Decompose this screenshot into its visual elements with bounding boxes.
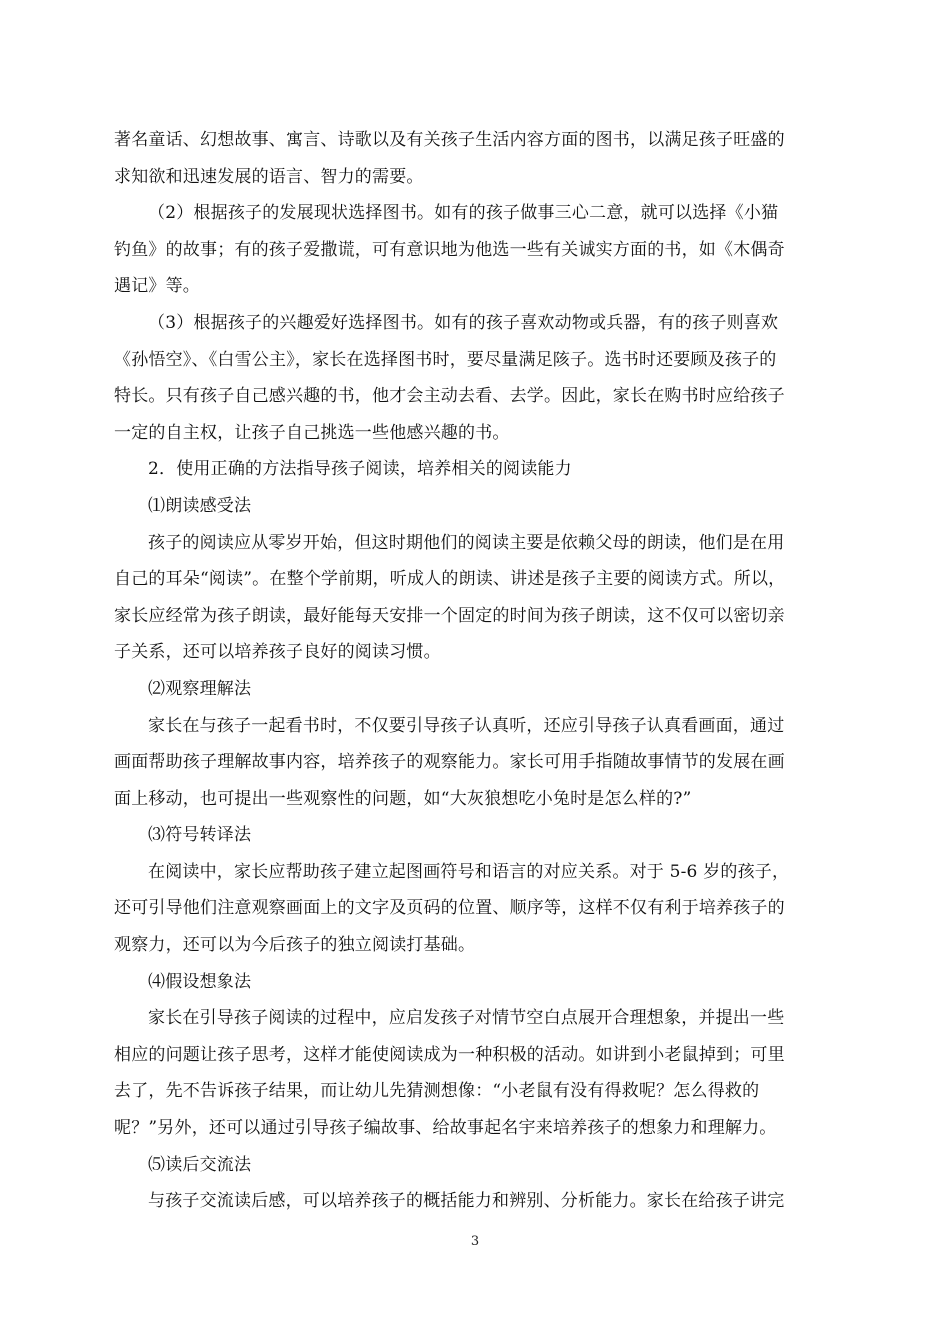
- text-line: 特长。只有孩子自己感兴趣的书，他才会主动去看、去学。因此，家长在购书时应给孩子: [114, 386, 785, 407]
- text-line: 著名童话、幻想故事、寓言、诗歌以及有关孩子生活内容方面的图书，以满足孩子旺盛的: [114, 130, 785, 150]
- text-line: ⑶符号转译法: [148, 825, 252, 846]
- text-line: 面上移动，也可提出一些观察性的问题，如“大灰狼想吃小兔时是怎么样的?”: [114, 788, 692, 809]
- text-line: 还可引导他们注意观察画面上的文字及页码的位置、顺序等，这样不仅有利于培养孩子的: [114, 898, 785, 919]
- text-line: 家长应经常为孩子朗读，最好能每天安排一个固定的时间为孩子朗读，这不仅可以密切亲: [114, 605, 785, 626]
- text-line: ⑸读后交流法: [148, 1154, 252, 1175]
- text-line: 子关系，还可以培养孩子良好的阅读习惯。: [114, 642, 441, 663]
- text-line: 遇记》等。: [114, 276, 200, 297]
- text-line: （3）根据孩子的兴趣爱好选择图书。如有的孩子喜欢动物或兵器，有的孩子则喜欢: [148, 312, 779, 333]
- text-line: （2）根据孩子的发展现状选择图书。如有的孩子做事三心二意，就可以选择《小猫: [148, 203, 779, 224]
- text-line: 孩子的阅读应从零岁开始，但这时期他们的阅读主要是依赖父母的朗读，他们是在用: [148, 532, 785, 553]
- page-number: 3: [470, 1234, 480, 1249]
- text-line: 钓鱼》的故事；有的孩子爱撒谎，可有意识地为他选一些有关诚实方面的书，如《木偶奇: [114, 239, 785, 260]
- text-line: 去了，先不告诉孩子结果，而让幼儿先猜测想像：“小老鼠有没有得救呢？怎么得救的: [114, 1081, 760, 1102]
- text-line: ⑵观察理解法: [148, 678, 252, 699]
- text-line: ⑴朗读感受法: [148, 495, 252, 516]
- text-line: 与孩子交流读后感，可以培养孩子的概括能力和辨别、分析能力。家长在给孩子讲完: [148, 1191, 785, 1212]
- text-line: 家长在与孩子一起看书时，不仅要引导孩子认真听，还应引导孩子认真看画面，通过: [148, 715, 785, 736]
- text-line: 《孙悟空》、《白雪公主》，家长在选择图书时，要尽量满足陔子。选书时还要顾及孩子的: [114, 349, 777, 370]
- text-line: 自己的耳朵“阅读”。在整个学前期，听成人的朗读、讲述是孩子主要的阅读方式。所以，: [114, 569, 786, 590]
- text-line: 一定的自主权，让孩子自己挑选一些他感兴趣的书。: [114, 422, 510, 443]
- text-line: 画面帮助孩子理解故事内容，培养孩子的观察能力。家长可用手指随故事情节的发展在画: [114, 752, 785, 773]
- text-line: 观察力，还可以为今后孩子的独立阅读打基础。: [114, 935, 476, 956]
- text-line: 相应的问题让孩子思考，这样才能使阅读成为一种积极的活动。如讲到小老鼠掉到；可里: [114, 1044, 785, 1065]
- body-text: [114, 122, 859, 1220]
- text-line: 2．使用正确的方法指导孩子阅读，培养相关的阅读能力: [148, 459, 572, 480]
- text-line: 在阅读中，家长应帮助孩子建立起图画符号和语言的对应关系。对于 5-6 岁的孩子，: [148, 861, 790, 882]
- text-line: ⑷假设想象法: [148, 971, 252, 992]
- text-line: 呢？”另外，还可以通过引导孩子编故事、给故事起名宇来培养孩子的想象力和理解力。: [114, 1118, 777, 1139]
- text-line: 求知欲和迅速发展的语言、智力的需要。: [114, 166, 424, 187]
- text-line: 家长在引导孩子阅读的过程中，应启发孩子对情节空白点展开合理想象，并提出一些: [148, 1008, 785, 1029]
